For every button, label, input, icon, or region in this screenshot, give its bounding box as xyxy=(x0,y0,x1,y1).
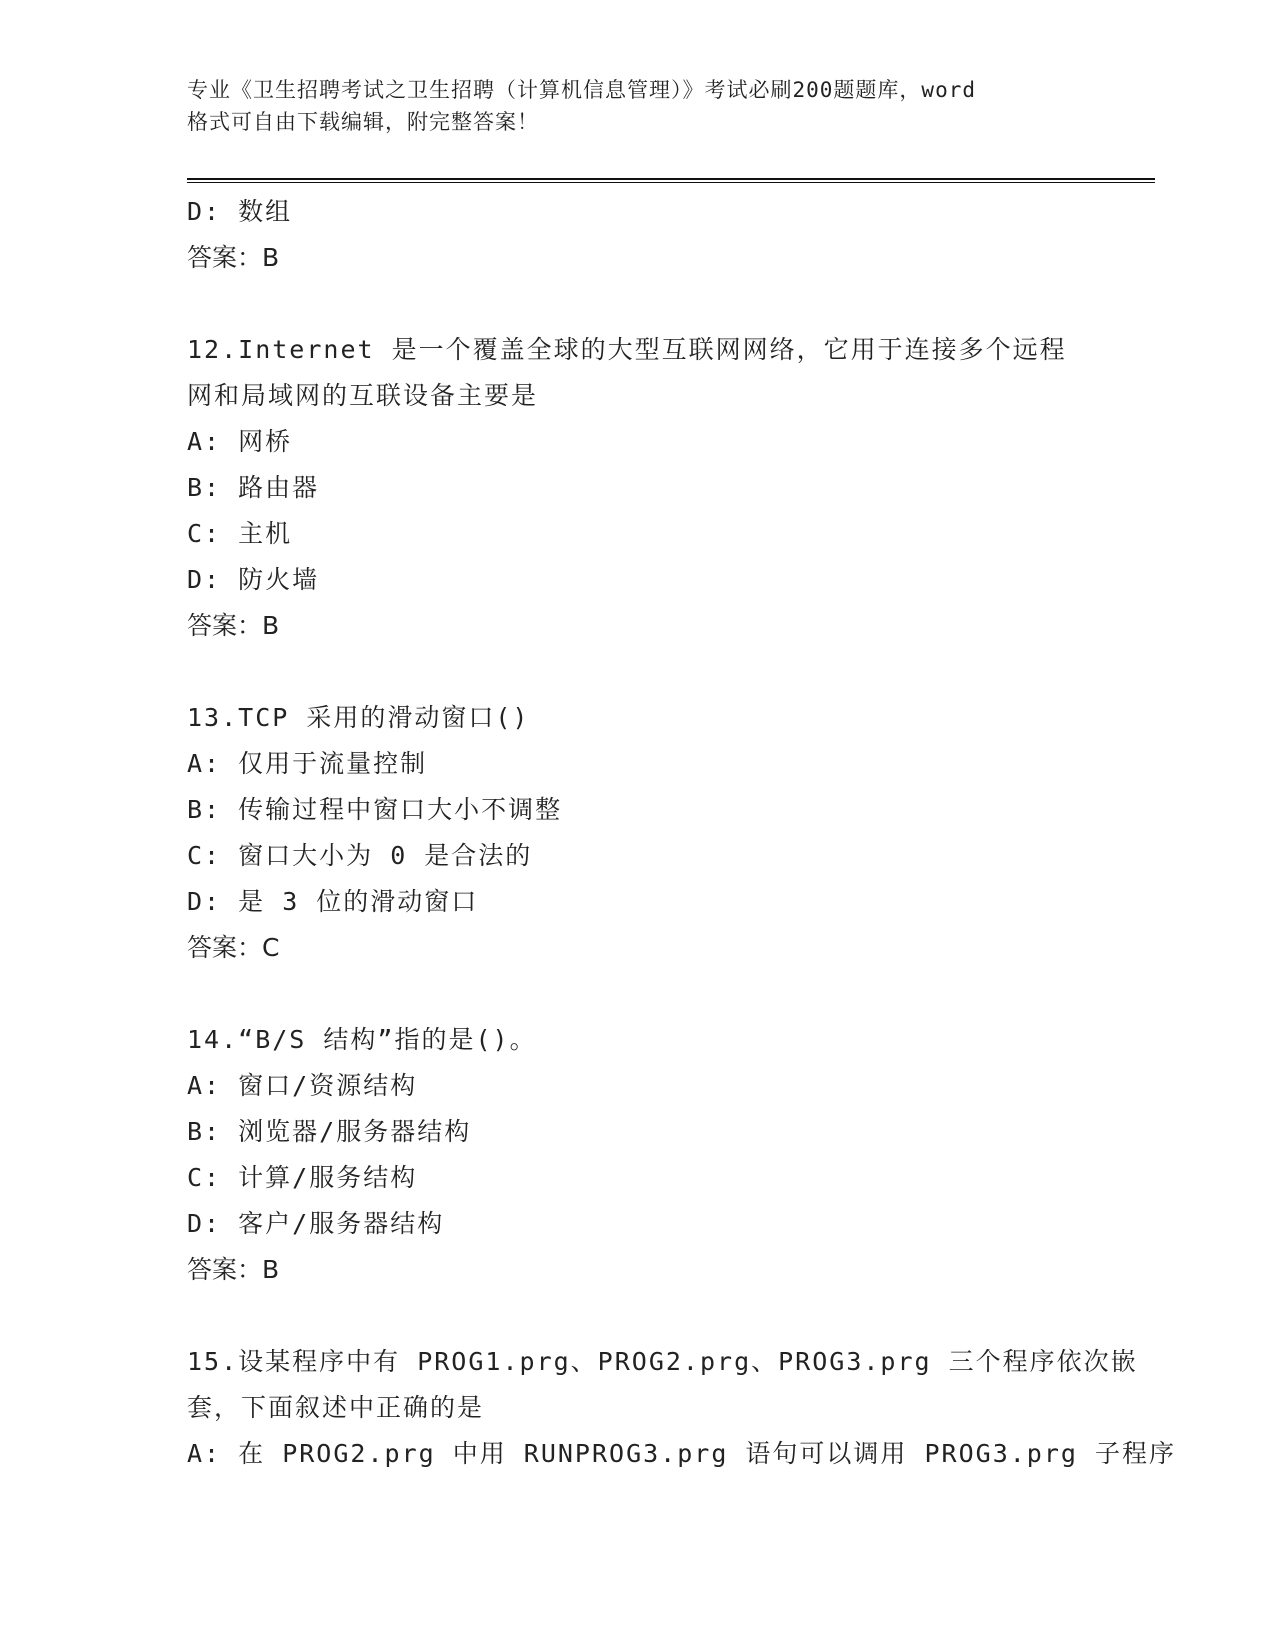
question-stem: 14.“B/S 结构”指的是()。 xyxy=(187,1025,537,1054)
answer-line: 答案：B xyxy=(187,1255,280,1284)
answer-line: 答案：B xyxy=(187,243,280,272)
header-rule-thick xyxy=(187,178,1155,180)
spacer xyxy=(187,281,1087,327)
question-13 xyxy=(187,695,1087,971)
question-stem: 15.设某程序中有 PROG1.prg、PROG2.prg、PROG3.prg 三个程序依次嵌 xyxy=(187,1347,1138,1376)
question-stem: 13.TCP 采用的滑动窗口() xyxy=(187,703,530,732)
previous-question-tail xyxy=(187,189,1087,281)
header-line-1: 专业《卫生招聘考试之卫生招聘（计算机信息管理）》考试必刷200题题库，word xyxy=(187,78,976,102)
question-14 xyxy=(187,1017,1087,1293)
option-d: D: 防火墙 xyxy=(187,565,320,594)
option-b: B: 路由器 xyxy=(187,473,320,502)
option-a: A: 仅用于流量控制 xyxy=(187,749,428,778)
spacer xyxy=(187,1293,1087,1339)
option-a: A: 在 PROG2.prg 中用 RUNPROG3.prg 语句可以调用 PROG3.prg 子程序 xyxy=(187,1439,1177,1468)
option-c: C: 窗口大小为 0 是合法的 xyxy=(187,841,533,870)
option-c: C: 计算/服务结构 xyxy=(187,1163,418,1192)
answer-line: 答案：C xyxy=(187,933,280,962)
question-stem-continued: 套，下面叙述中正确的是 xyxy=(187,1393,485,1422)
question-12 xyxy=(187,327,1087,649)
document-header xyxy=(187,74,1087,138)
option-c: C: 主机 xyxy=(187,519,293,548)
question-15 xyxy=(187,1339,1177,1477)
answer-line: 答案：B xyxy=(187,611,280,640)
header-rule-thin xyxy=(187,182,1155,183)
question-stem: 12.Internet 是一个覆盖全球的大型互联网网络，它用于连接多个远程 xyxy=(187,335,1067,364)
spacer xyxy=(187,971,1087,1017)
spacer xyxy=(187,649,1087,695)
option-a: A: 网桥 xyxy=(187,427,293,456)
option-d: D: 是 3 位的滑动窗口 xyxy=(187,887,479,916)
option-b: B: 传输过程中窗口大小不调整 xyxy=(187,795,563,824)
question-stem-continued: 网和局域网的互联设备主要是 xyxy=(187,381,539,410)
option-d: D: 数组 xyxy=(187,197,293,226)
option-a: A: 窗口/资源结构 xyxy=(187,1071,418,1100)
option-d: D: 客户/服务器结构 xyxy=(187,1209,445,1238)
header-line-2: 格式可自由下载编辑，附完整答案！ xyxy=(187,110,539,134)
option-b: B: 浏览器/服务器结构 xyxy=(187,1117,472,1146)
question-list xyxy=(187,189,1177,1477)
